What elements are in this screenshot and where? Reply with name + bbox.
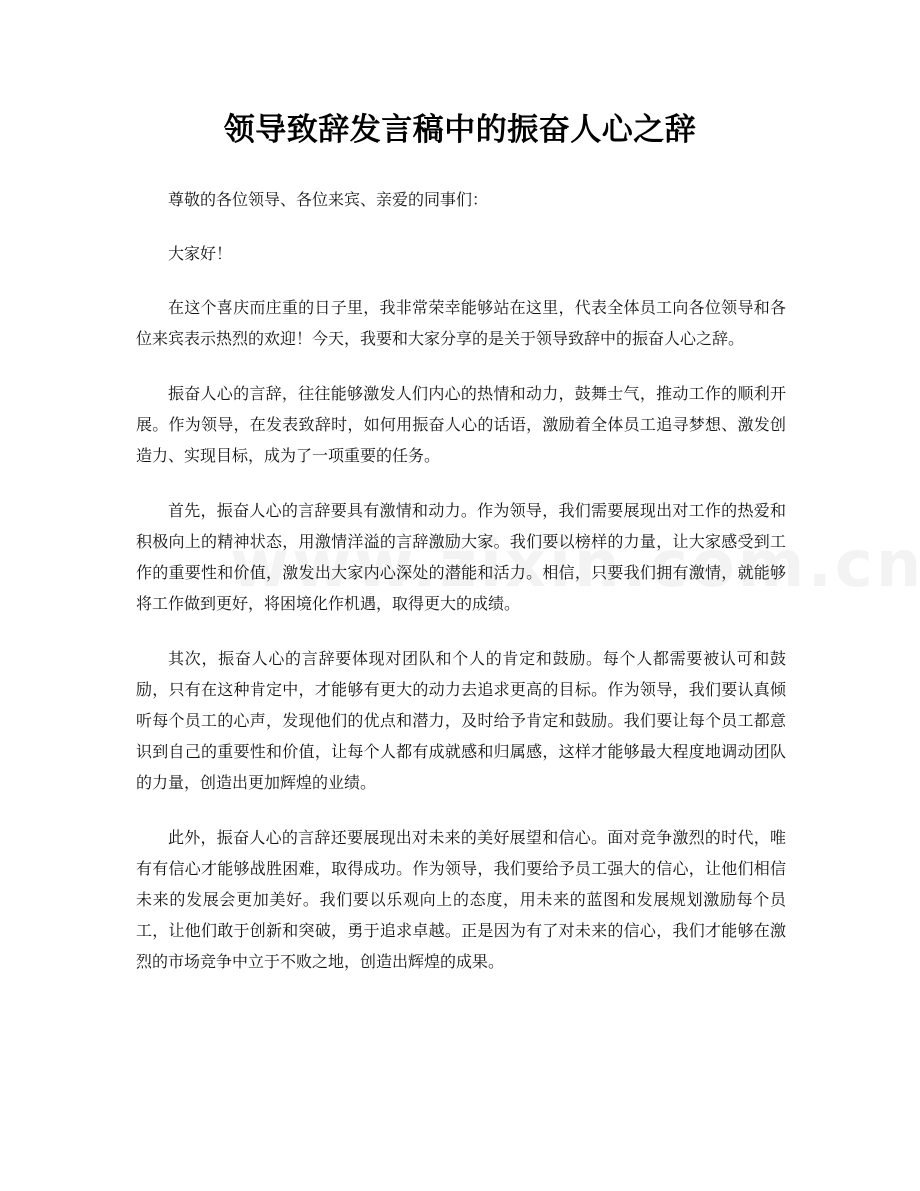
- body-paragraph: 振奋人心的言辞，往往能够激发人们内心的热情和动力，鼓舞士气，推动工作的顺利开展。作为领导，在发表致辞时，如何用振奋人心的话语，激励着全体员工追寻梦想、激发创造力、实现目标，成为了一项重要的任务。: [136, 384, 786, 465]
- document-body: [136, 184, 786, 1001]
- body-paragraph: 首先，振奋人心的言辞要具有激情和动力。作为领导，我们需要展现出对工作的热爱和积极向上的精神状态，用激情洋溢的言辞激励大家。我们要以榜样的力量，让大家感受到工作的重要性和价值，激发出大家内心深处的潜能和活力。相信，只要我们拥有激情，就能够将工作做到更好，将困境化作机遇，取得更大的成绩。: [136, 501, 786, 613]
- body-paragraph: 在这个喜庆而庄重的日子里，我非常荣幸能够站在这里，代表全体员工向各位领导和各位来宾表示热烈的欢迎！今天，我要和大家分享的是关于领导致辞中的振奋人心之辞。: [136, 298, 786, 348]
- body-paragraph: 其次，振奋人心的言辞要体现对团队和个人的肯定和鼓励。每个人都需要被认可和鼓励，只有在这种肯定中，才能够有更大的动力去追求更高的目标。作为领导，我们要认真倾听每个员工的心声，发现他们的优点和潜力，及时给予肯定和鼓励。我们要让每个员工都意识到自己的重要性和价值，让每个人都有成就感和归属感，这样才能够最大程度地调动团队的力量，创造出更加辉煌的业绩。: [136, 649, 786, 792]
- body-paragraph: 此外，振奋人心的言辞还要展现出对未来的美好展望和信心。面对竞争激烈的时代，唯有有信心才能够战胜困难，取得成功。作为领导，我们要给予员工强大的信心，让他们相信未来的发展会更加美好。我们要以乐观向上的态度，用未来的蓝图和发展规划激励每个员工，让他们敢于创新和突破，勇于追求卓越。正是因为有了对未来的信心，我们才能够在激烈的市场竞争中立于不败之地，创造出辉煌的成果。: [136, 828, 786, 971]
- salutation-paragraph: 尊敬的各位领导、各位来宾、亲爱的同事们：: [168, 190, 489, 209]
- document-title: 领导致辞发言稿中的振奋人心之辞: [223, 112, 697, 148]
- greeting-paragraph: 大家好！: [168, 244, 233, 263]
